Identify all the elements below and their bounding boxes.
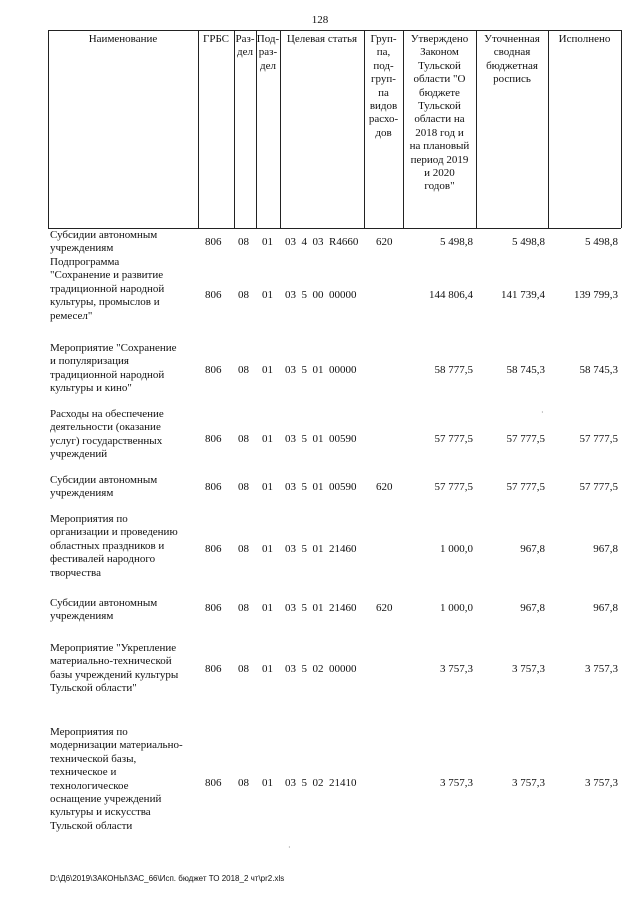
row-razdel: 08: [238, 364, 249, 376]
row-target: 03 5 02 21410: [285, 777, 357, 789]
row-name: Мероприятие "Укрепление материально-технической базы учреждений культуры Тульской области": [50, 642, 179, 695]
file-path-footer: D:\Д6\2019\ЗАКОНЫ\ЗАС_66\Исп. бюджет ТО 2018_2 чт\рr2.xls: [50, 874, 285, 883]
row-grbs: 806: [205, 236, 222, 248]
row-executed: 967,8: [593, 543, 618, 555]
row-refined: 58 745,3: [506, 364, 545, 376]
row-podrazdel: 01: [262, 602, 273, 614]
row-target: 03 5 01 00590: [285, 433, 357, 445]
row-name: Субсидии автономным учреждениям: [50, 597, 158, 623]
row-group: 620: [376, 236, 393, 248]
row-target: 03 4 03 R4660: [285, 236, 359, 248]
row-refined: 3 757,3: [512, 663, 545, 675]
row-grbs: 806: [205, 777, 222, 789]
col-border: [621, 30, 622, 228]
row-refined: 57 777,5: [506, 433, 545, 445]
row-name: Субсидии автономным учреждениям: [50, 474, 158, 500]
header-target: Целевая статья: [286, 33, 358, 45]
row-executed: 58 745,3: [579, 364, 618, 376]
row-executed: 5 498,8: [585, 236, 618, 248]
row-approved: 5 498,8: [440, 236, 473, 248]
row-refined: 57 777,5: [506, 481, 545, 493]
row-grbs: 806: [205, 433, 222, 445]
row-razdel: 08: [238, 543, 249, 555]
row-grbs: 806: [205, 481, 222, 493]
row-target: 03 5 00 00000: [285, 289, 357, 301]
row-refined: 5 498,8: [512, 236, 545, 248]
row-name: Мероприятия по организации и проведению областных праздников и фестивалей народного творчества: [50, 513, 178, 579]
row-approved: 58 777,5: [434, 364, 473, 376]
row-podrazdel: 01: [262, 364, 273, 376]
row-refined: 967,8: [520, 602, 545, 614]
scan-speck: ·: [288, 843, 291, 852]
row-group: 620: [376, 602, 393, 614]
header-executed: Исполнено: [558, 33, 611, 45]
header-grbs: ГРБС: [202, 33, 230, 45]
row-podrazdel: 01: [262, 543, 273, 555]
row-podrazdel: 01: [262, 433, 273, 445]
row-approved: 57 777,5: [434, 433, 473, 445]
header-podrazdel: Под- раз- дел: [256, 33, 280, 72]
row-razdel: 08: [238, 481, 249, 493]
row-name: Мероприятие "Сохранение и популяризация традиционной народной культуры и кино": [50, 342, 177, 395]
row-approved: 57 777,5: [434, 481, 473, 493]
row-approved: 1 000,0: [440, 543, 473, 555]
row-executed: 57 777,5: [579, 433, 618, 445]
row-podrazdel: 01: [262, 481, 273, 493]
row-executed: 57 777,5: [579, 481, 618, 493]
row-group: 620: [376, 481, 393, 493]
row-approved: 3 757,3: [440, 777, 473, 789]
row-name: Субсидии автономным учреждениям: [50, 229, 158, 255]
row-approved: 144 806,4: [429, 289, 473, 301]
header-refined: Уточненная сводная бюджетная роспись: [484, 33, 540, 86]
col-border: [48, 30, 49, 228]
row-razdel: 08: [238, 433, 249, 445]
page-number: 128: [311, 14, 329, 26]
row-target: 03 5 01 00000: [285, 364, 357, 376]
col-border: [198, 30, 199, 228]
row-target: 03 5 01 21460: [285, 543, 357, 555]
row-razdel: 08: [238, 236, 249, 248]
row-name: Подпрограмма "Сохранение и развитие традиционной народной культуры, промыслов и ремесел": [50, 256, 165, 322]
row-grbs: 806: [205, 602, 222, 614]
col-border: [280, 30, 281, 228]
row-grbs: 806: [205, 543, 222, 555]
row-refined: 141 739,4: [501, 289, 545, 301]
row-grbs: 806: [205, 289, 222, 301]
row-podrazdel: 01: [262, 777, 273, 789]
header-razdel: Раз- дел: [235, 33, 255, 59]
row-razdel: 08: [238, 602, 249, 614]
row-approved: 3 757,3: [440, 663, 473, 675]
row-executed: 967,8: [593, 602, 618, 614]
row-executed: 3 757,3: [585, 777, 618, 789]
row-razdel: 08: [238, 777, 249, 789]
row-razdel: 08: [238, 289, 249, 301]
row-target: 03 5 01 21460: [285, 602, 357, 614]
scan-speck: ·: [541, 408, 544, 417]
row-approved: 1 000,0: [440, 602, 473, 614]
row-executed: 139 799,3: [574, 289, 618, 301]
header-name: Наименование: [88, 33, 158, 45]
row-name: Расходы на обеспечение деятельности (оказание услуг) государственных учреждений: [50, 408, 164, 461]
header-approved: Утверждено Законом Тульской области "О бюджете Тульской области на 2018 год и на плановый период 2019 и 2020 годов": [409, 33, 470, 193]
table-top-border: [48, 30, 621, 31]
row-target: 03 5 01 00590: [285, 481, 357, 493]
row-razdel: 08: [238, 663, 249, 675]
row-grbs: 806: [205, 364, 222, 376]
row-executed: 3 757,3: [585, 663, 618, 675]
row-podrazdel: 01: [262, 236, 273, 248]
col-border: [548, 30, 549, 228]
header-group: Груп- па, под- груп- па видов расхо- дов: [368, 33, 399, 139]
row-target: 03 5 02 00000: [285, 663, 357, 675]
row-grbs: 806: [205, 663, 222, 675]
row-name: Мероприятия по модернизации материально- технической базы, техническое и технологическое оснащение учреждений культуры и искусства Тульской области: [50, 726, 183, 832]
row-podrazdel: 01: [262, 663, 273, 675]
row-refined: 3 757,3: [512, 777, 545, 789]
row-podrazdel: 01: [262, 289, 273, 301]
row-refined: 967,8: [520, 543, 545, 555]
